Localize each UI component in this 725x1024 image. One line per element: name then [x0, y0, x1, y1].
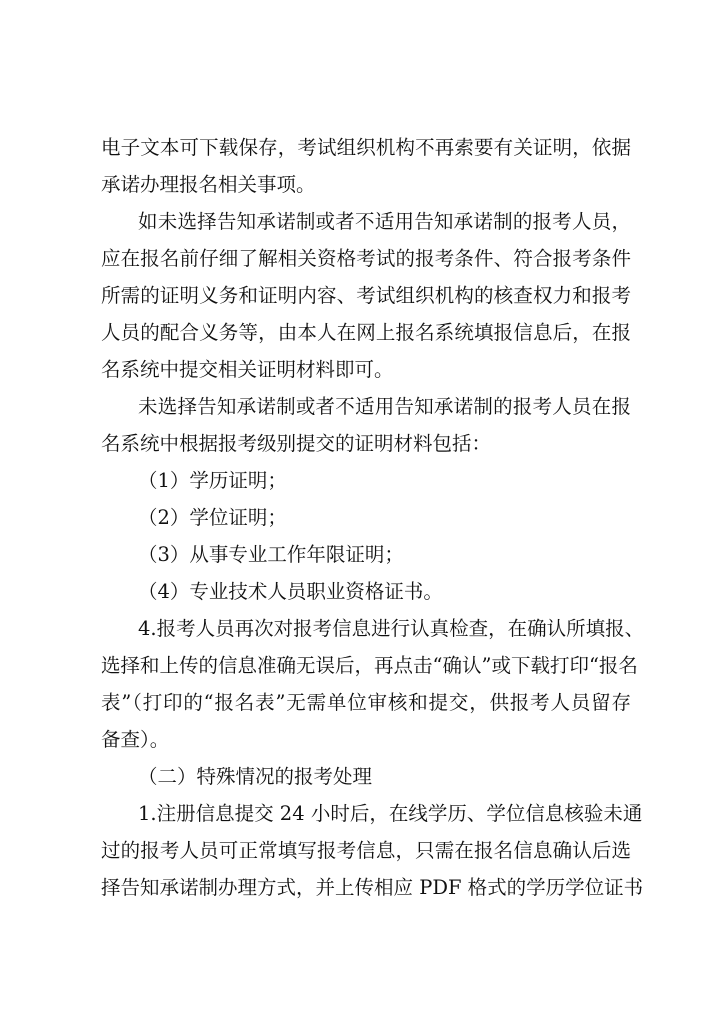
paragraph-line: 应在报名前仔细了解相关资格考试的报考条件、符合报考条件 — [101, 247, 631, 270]
paragraph-line: 表”（打印的“报名表”无需单位审核和提交，供报考人员留存 — [101, 691, 631, 714]
paragraph-line: 名系统中根据报考级别提交的证明材料包括： — [101, 432, 492, 455]
paragraph-line: 择告知承诺制办理方式，并上传相应 PDF 格式的学历学位证书 — [101, 876, 644, 899]
paragraph-line: 所需的证明义务和证明内容、考试组织机构的核查权力和报考 — [101, 284, 631, 307]
paragraph-line: 4.报考人员再次对报考信息进行认真检查，在确认所填报、 — [138, 617, 645, 640]
paragraph-line: 名系统中提交相关证明材料即可。 — [101, 358, 394, 381]
paragraph-line: 电子文本可下载保存，考试组织机构不再索要有关证明，依据 — [101, 136, 631, 159]
list-item: （2）学位证明； — [138, 506, 287, 529]
list-item: （3）从事专业工作年限证明； — [138, 543, 404, 566]
paragraph-line: 承诺办理报名相关事项。 — [101, 173, 316, 196]
list-item: （1）学历证明； — [138, 469, 287, 492]
paragraph-line: 选择和上传的信息准确无误后，再点击“确认”或下载打印“报名 — [101, 654, 638, 677]
paragraph-line: 未选择告知承诺制或者不适用告知承诺制的报考人员在报 — [138, 395, 631, 418]
paragraph-line: 1.注册信息提交 24 小时后，在线学历、学位信息核验未通 — [138, 802, 643, 825]
paragraph-line: 人员的配合义务等，由本人在网上报名系统填报信息后，在报 — [101, 321, 631, 344]
list-item: （4）专业技术人员职业资格证书。 — [138, 580, 443, 603]
section-heading: （二）特殊情况的报考处理 — [138, 765, 373, 788]
paragraph-line: 如未选择告知承诺制或者不适用告知承诺制的报考人员， — [138, 210, 631, 233]
paragraph-line: 过的报考人员可正常填写报考信息，只需在报名信息确认后选 — [101, 839, 631, 862]
paragraph-line: 备查）。 — [101, 728, 170, 751]
